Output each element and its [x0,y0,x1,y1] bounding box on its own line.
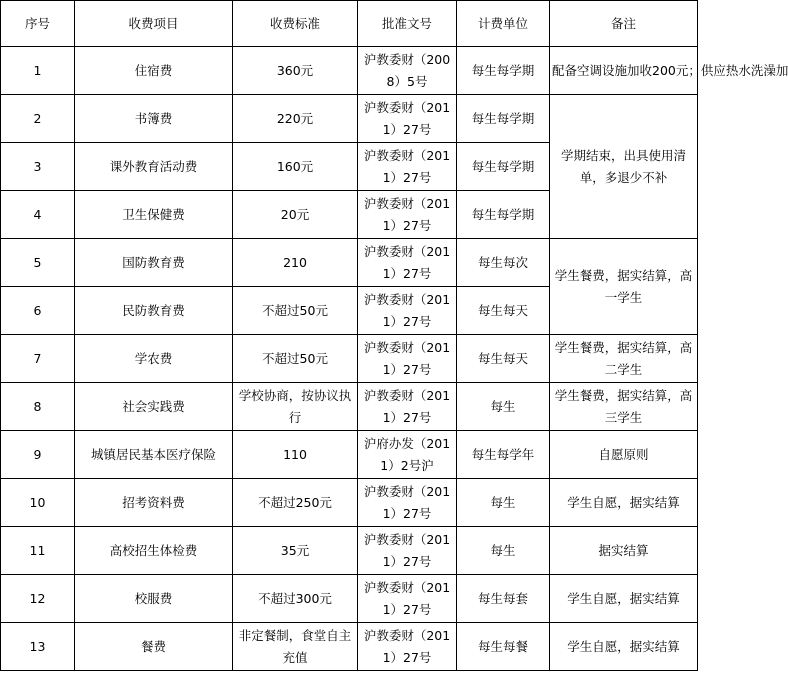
cell-unit: 每生每天 [457,287,550,335]
cell-approval: 沪教委财（2011）27号 [358,335,457,383]
cell-note: 学生餐费，据实结算，高三学生 [550,383,698,431]
cell-item: 城镇居民基本医疗保险 [75,431,233,479]
cell-no: 12 [1,575,75,623]
cell-no: 3 [1,143,75,191]
cell-approval: 沪教委财（2011）27号 [358,239,457,287]
table-row [1,431,698,479]
cell-standard: 110 [233,431,358,479]
cell-unit: 每生每次 [457,239,550,287]
table-row [1,575,698,623]
cell-no: 8 [1,383,75,431]
cell-note: 学生自愿，据实结算 [550,575,698,623]
cell-item: 社会实践费 [75,383,233,431]
cell-unit: 每生 [457,479,550,527]
cell-note: 自愿原则 [550,431,698,479]
cell-approval: 沪教委财（2011）27号 [358,623,457,671]
cell-item: 卫生保健费 [75,191,233,239]
cell-unit: 每生 [457,383,550,431]
cell-no: 11 [1,527,75,575]
table-row [1,623,698,671]
cell-approval: 沪教委财（2011）27号 [358,95,457,143]
cell-standard: 20元 [233,191,358,239]
cell-approval: 沪教委财（2011）27号 [358,287,457,335]
cell-standard: 学校协商，按协议执行 [233,383,358,431]
cell-standard: 不超过300元 [233,575,358,623]
table-row [1,479,698,527]
table-row [1,335,698,383]
cell-approval: 沪教委财（2011）27号 [358,527,457,575]
cell-standard: 不超过50元 [233,287,358,335]
cell-note: 学生餐费，据实结算，高二学生 [550,335,698,383]
cell-note: 学生自愿，据实结算 [550,479,698,527]
cell-item: 招考资料费 [75,479,233,527]
cell-unit: 每生每学期 [457,191,550,239]
cell-approval: 沪教委财（2011）27号 [358,575,457,623]
cell-unit: 每生每餐 [457,623,550,671]
cell-unit: 每生每学年 [457,431,550,479]
cell-item: 高校招生体检费 [75,527,233,575]
cell-note: 据实结算 [550,527,698,575]
cell-item: 学农费 [75,335,233,383]
cell-no: 13 [1,623,75,671]
cell-item: 住宿费 [75,47,233,95]
header-note: 备注 [550,1,698,47]
cell-approval: 沪教委财（2011）27号 [358,143,457,191]
cell-note: 学生自愿，据实结算 [550,623,698,671]
table-row [1,47,698,95]
table-row [1,527,698,575]
cell-approval: 沪教委财（2011）27号 [358,479,457,527]
header-no: 序号 [1,1,75,47]
cell-standard: 210 [233,239,358,287]
cell-no: 10 [1,479,75,527]
cell-item: 国防教育费 [75,239,233,287]
cell-item: 校服费 [75,575,233,623]
cell-no: 5 [1,239,75,287]
cell-no: 2 [1,95,75,143]
cell-unit: 每生每天 [457,335,550,383]
cell-approval: 沪府办发（2011）2号沪 [358,431,457,479]
cell-no: 1 [1,47,75,95]
cell-item: 民防教育费 [75,287,233,335]
header-item: 收费项目 [75,1,233,47]
cell-note: 学生餐费，据实结算，高一学生 [550,239,698,335]
cell-no: 6 [1,287,75,335]
cell-no: 9 [1,431,75,479]
header-standard: 收费标准 [233,1,358,47]
cell-standard: 35元 [233,527,358,575]
header-unit: 计费单位 [457,1,550,47]
table-row [1,239,698,287]
cell-no: 4 [1,191,75,239]
cell-approval: 沪教委财（2011）27号 [358,383,457,431]
table-row [1,383,698,431]
cell-standard: 不超过50元 [233,335,358,383]
cell-standard: 360元 [233,47,358,95]
header-approval: 批准文号 [358,1,457,47]
cell-unit: 每生每套 [457,575,550,623]
cell-standard: 不超过250元 [233,479,358,527]
cell-approval: 沪教委财（2011）27号 [358,191,457,239]
cell-item: 课外教育活动费 [75,143,233,191]
cell-standard: 160元 [233,143,358,191]
cell-unit: 每生每学期 [457,47,550,95]
cell-unit: 每生 [457,527,550,575]
cell-no: 7 [1,335,75,383]
cell-approval: 沪教委财（2008）5号 [358,47,457,95]
cell-note: 学期结束，出具使用清单，多退少不补 [550,95,698,239]
cell-unit: 每生每学期 [457,143,550,191]
header-row [1,1,698,47]
cell-item: 书簿费 [75,95,233,143]
table-row [1,95,698,143]
cell-item: 餐费 [75,623,233,671]
cell-standard: 220元 [233,95,358,143]
cell-standard: 非定餐制，食堂自主充值 [233,623,358,671]
cell-note: 配备空调设施加收200元；供应热水洗澡加 [550,47,698,95]
cell-unit: 每生每学期 [457,95,550,143]
